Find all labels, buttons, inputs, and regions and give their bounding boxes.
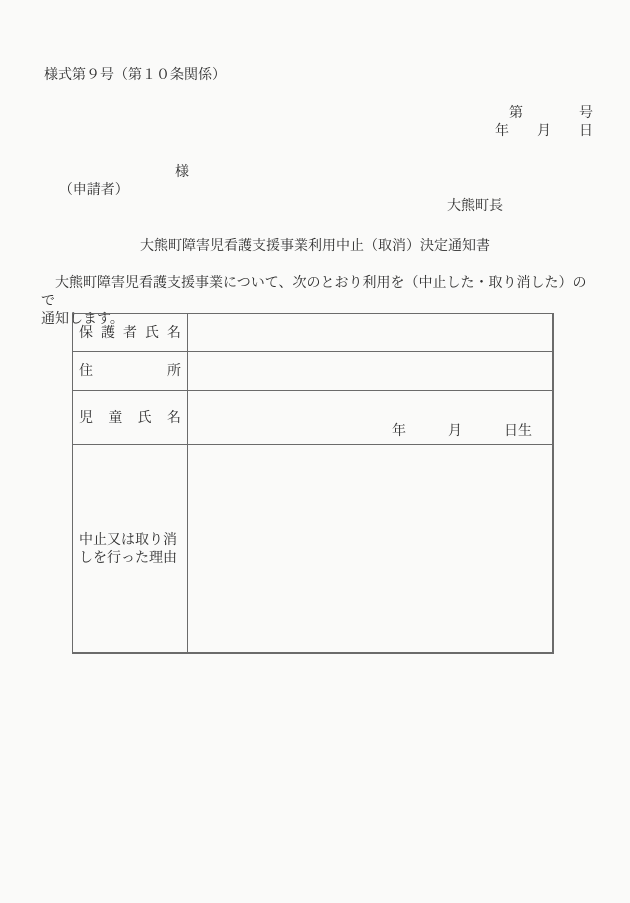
row-label-child-name: 児 童 氏 名 (73, 390, 187, 444)
birth-date-label: 年 月 日生 (392, 423, 532, 439)
issuer-name: 大熊町長 (447, 198, 503, 214)
document-title: 大熊町障害児看護支援事業利用中止（取消）決定通知書 (140, 238, 490, 254)
body-line-2: 通知します。 (41, 311, 124, 327)
document-number-line: 第 号 (509, 105, 593, 121)
notice-table (72, 313, 554, 654)
guardian-name-field (187, 314, 552, 351)
cancel-reason-field (187, 444, 552, 652)
row-label-cancel-reason: 中止又は取り消しを行った理由 (73, 444, 187, 652)
address-field (187, 351, 552, 390)
row-label-address: 住 所 (73, 351, 187, 390)
applicant-label: （申請者） (58, 182, 129, 198)
date-line: 年 月 日 (495, 123, 593, 139)
form-number-label: 様式第９号（第１０条関係） (44, 67, 226, 83)
child-name-field (187, 390, 552, 444)
applicant-honorific: 様 (175, 164, 189, 180)
applicant-line (41, 163, 189, 235)
row-label-guardian-name: 保 護 者 氏 名 (79, 324, 181, 341)
body-line-1: 大熊町障害児看護支援事業について、次のとおり利用を（中止した・取り消した）ので (41, 275, 587, 309)
